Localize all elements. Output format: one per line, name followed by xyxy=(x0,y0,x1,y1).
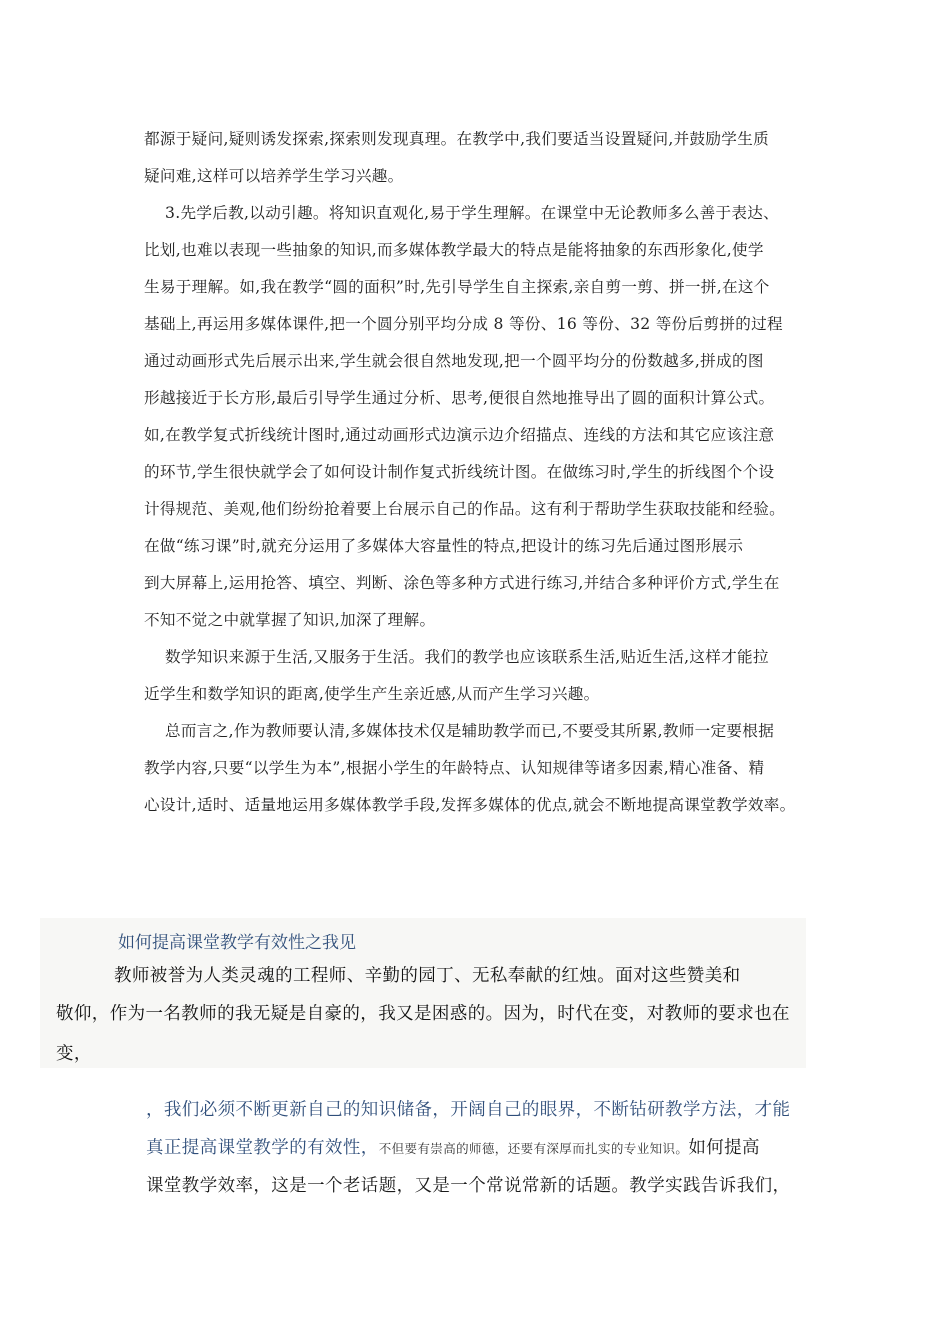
article-title: 如何提高课堂教学有效性之我见 xyxy=(118,933,356,953)
body-highlight: 真正提高课堂教学的有效性， xyxy=(146,1138,379,1158)
paragraph-line: 比划,也难以表现一些抽象的知识,而多媒体教学最大的特点是能将抽象的东西形象化,使学 xyxy=(144,241,764,259)
paragraph-line: 如,在教学复式折线统计图时,通过动画形式边演示边介绍描点、连线的方法和其它应该注意 xyxy=(144,426,775,444)
paragraph-line: 3.先学后教,以动引趣。将知识直观化,易于学生理解。在课堂中无论教师多么善于表达、 xyxy=(165,204,780,222)
paragraph-line: 的环节,学生很快就学会了如何设计制作复式折线统计图。在做练习时,学生的折线图个个设 xyxy=(144,463,775,481)
body-line xyxy=(146,1134,760,1159)
paragraph-line: 通过动画形式先后展示出来,学生就会很自然地发现,把一个圆平均分的份数越多,拼成的图 xyxy=(144,352,764,370)
paragraph-line: 计得规范、美观,他们纷纷抢着要上台展示自己的作品。这有利于帮助学生获取技能和经验。 xyxy=(144,500,786,518)
intro-line: 敬仰，作为一名教师的我无疑是自豪的，我又是困惑的。因为，时代在变，对教师的要求也在 xyxy=(56,1004,790,1024)
body-line: 课堂教学效率，这是一个老话题，又是一个常说常新的话题。教学实践告诉我们， xyxy=(146,1176,791,1196)
paragraph-line: 到大屏幕上,运用抢答、填空、判断、涂色等多种方式进行练习,并结合多种评价方式,学生在 xyxy=(144,574,780,592)
body-tail: 如何提高 xyxy=(688,1138,760,1158)
paragraph-line: 形越接近于长方形,最后引导学生通过分析、思考,便很自然地推导出了圆的面积计算公式。 xyxy=(144,389,775,407)
intro-line: 变， xyxy=(56,1044,92,1064)
paragraph-line: 总而言之,作为教师要认清,多媒体技术仅是辅助教学而已,不要受其所累,教师一定要根据 xyxy=(165,722,775,740)
paragraph-line: 生易于理解。如,我在教学“圆的面积”时,先引导学生自主探索,亲自剪一剪、拼一拼,在这个 xyxy=(144,278,770,296)
paragraph-line: 都源于疑问,疑则诱发探索,探索则发现真理。在教学中,我们要适当设置疑问,并鼓励学生质 xyxy=(144,130,769,148)
body-line: ，我们必须不断更新自己的知识储备，开阔自己的眼界，不断钻研教学方法，才能 xyxy=(146,1100,791,1120)
intro-line: 教师被誉为人类灵魂的工程师、辛勤的园丁、无私奉献的红烛。面对这些赞美和 xyxy=(114,966,741,986)
paragraph-line: 基础上,再运用多媒体课件,把一个圆分别平均分成 8 等份、16 等份、32 等份后剪拼的过程 xyxy=(144,315,783,333)
paragraph-line: 不知不觉之中就掌握了知识,加深了理解。 xyxy=(144,611,436,629)
paragraph-line: 数学知识来源于生活,又服务于生活。我们的教学也应该联系生活,贴近生活,这样才能拉 xyxy=(165,648,769,666)
paragraph-line: 心设计,适时、适量地运用多媒体教学手段,发挥多媒体的优点,就会不断地提高课堂教学效率。 xyxy=(144,796,796,814)
paragraph-line: 疑问难,这样可以培养学生学习兴趣。 xyxy=(144,167,404,185)
paragraph-line: 在做“练习课”时,就充分运用了多媒体大容量性的特点,把设计的练习先后通过图形展示 xyxy=(144,537,744,555)
paragraph-line: 近学生和数学知识的距离,使学生产生亲近感,从而产生学习兴趣。 xyxy=(144,685,600,703)
body-small-note: 不但要有崇高的师德，还要有深厚而扎实的专业知识。 xyxy=(378,1141,689,1156)
paragraph-line: 教学内容,只要“以学生为本”,根据小学生的年龄特点、认知规律等诸多因素,精心准备、精 xyxy=(144,759,765,777)
